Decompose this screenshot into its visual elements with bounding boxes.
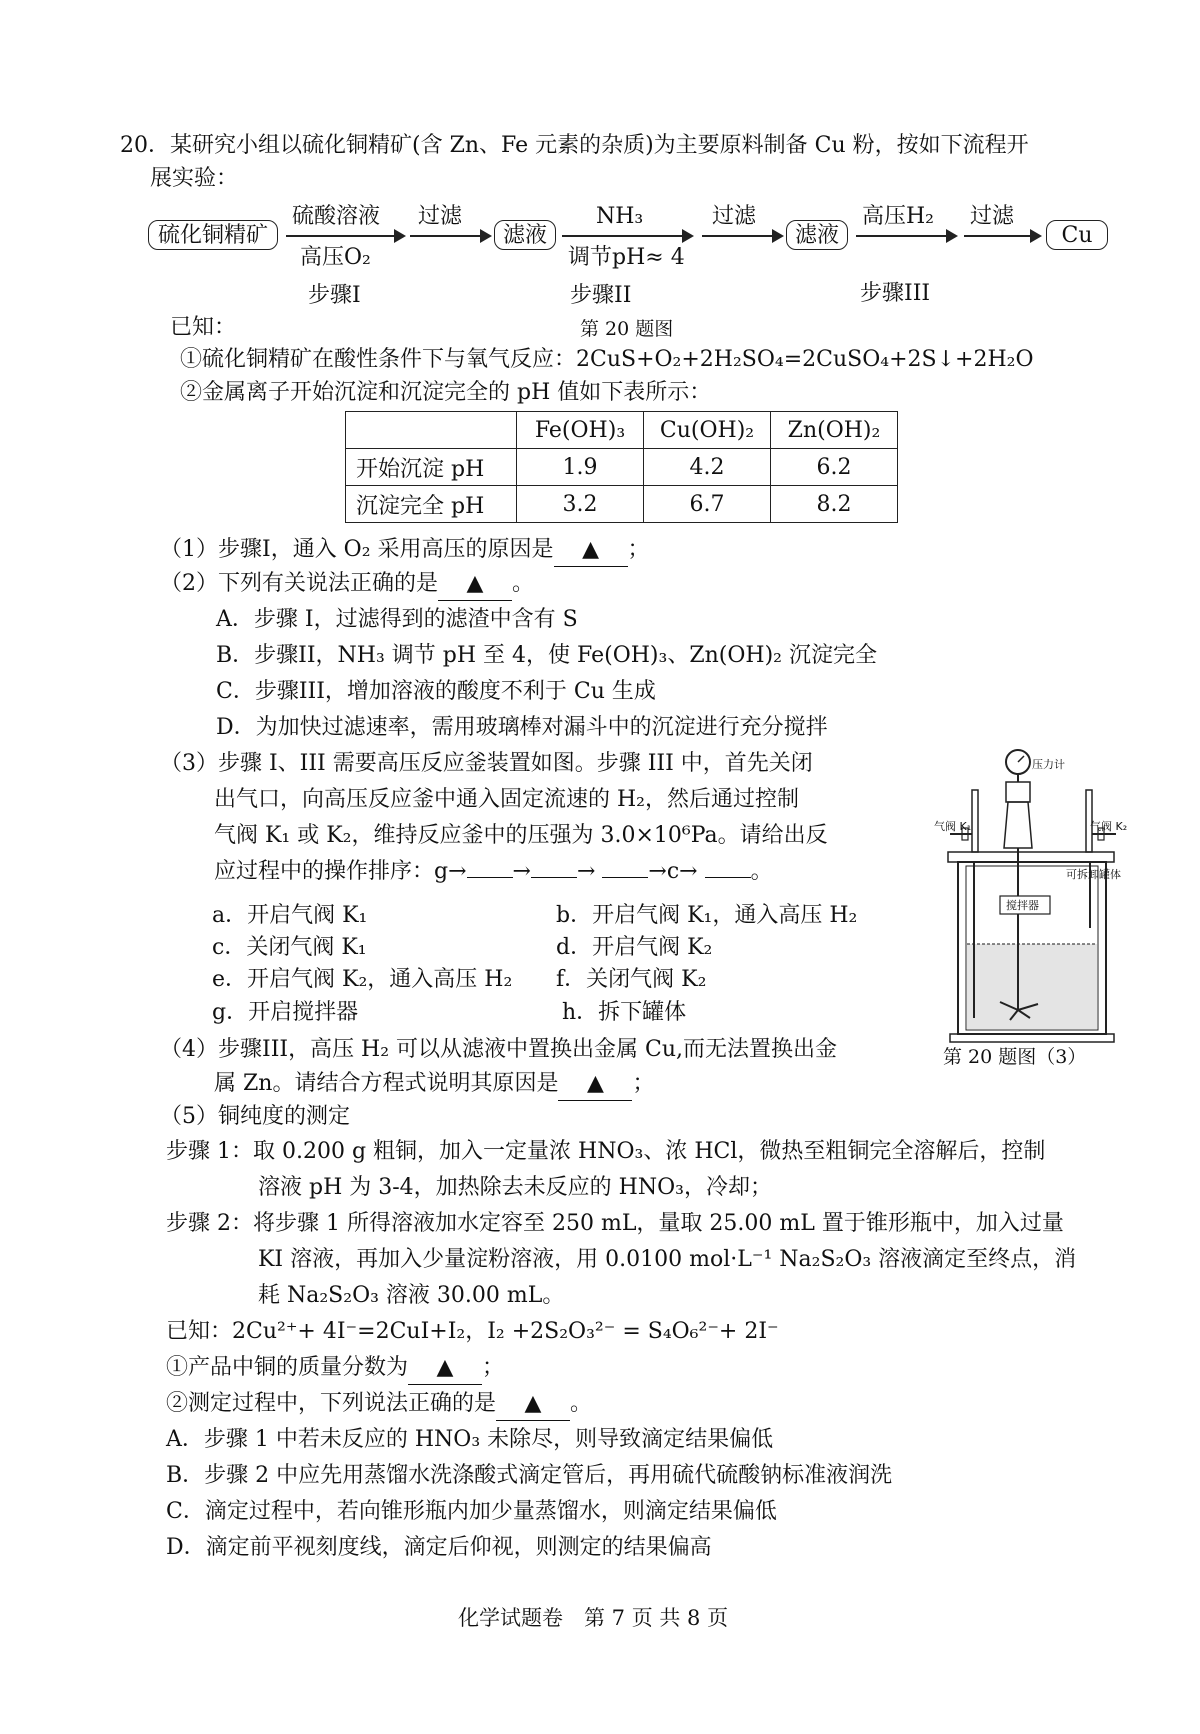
q5-part-1-text: ①产品中铜的质量分数为 bbox=[166, 1355, 409, 1380]
table-row-label: 开始沉淀 pH bbox=[346, 449, 517, 486]
answer-blank[interactable]: ▲ bbox=[496, 1388, 570, 1421]
q5-known: 已知：2Cu²⁺+ 4I⁻=2CuI+I₂，I₂ +2S₂O₃²⁻ = S₄O₆²⁻+ 2I⁻ bbox=[166, 1319, 779, 1344]
table-cell: 3.2 bbox=[517, 486, 644, 523]
flow-box-ore: 硫化铜精矿 bbox=[148, 220, 278, 250]
option-c: c．关闭气阀 K₁ bbox=[212, 935, 367, 960]
sequence-blank-1[interactable] bbox=[467, 877, 513, 878]
flow-label-acid: 硫酸溶液 bbox=[292, 204, 381, 229]
valve-k2-label: 气阀 K₂ bbox=[1090, 820, 1128, 833]
table-row bbox=[346, 449, 898, 486]
table-header-row bbox=[346, 412, 898, 449]
q5-option-d: D．滴定前平视刻度线，滴定后仰视，则测定的结果偏高 bbox=[166, 1535, 712, 1560]
flow-arrow-5 bbox=[856, 235, 956, 237]
flow-box-filtrate-2: 滤液 bbox=[786, 220, 848, 250]
flow-arrow-3 bbox=[562, 235, 692, 237]
ph-table bbox=[345, 411, 898, 523]
flow-label-nh3: NH₃ bbox=[596, 204, 644, 229]
question-3-seq-start: 应过程中的操作排序：g→ bbox=[214, 859, 467, 884]
question-3-line4 bbox=[214, 856, 773, 888]
question-3-line2: 出气口，向高压反应釜中通入固定流速的 H₂，然后通过控制 bbox=[214, 787, 799, 812]
question-4-line2 bbox=[214, 1068, 654, 1101]
flow-label-filter-3: 过滤 bbox=[970, 204, 1015, 229]
flow-arrow-6 bbox=[964, 235, 1040, 237]
flow-label-o2: 高压O₂ bbox=[300, 245, 371, 270]
question-3-seq-c: →c→ bbox=[648, 859, 698, 884]
table-cell: 6.2 bbox=[771, 449, 898, 486]
table-row-label: 沉淀完全 pH bbox=[346, 486, 517, 523]
autoclave-figure bbox=[934, 748, 1140, 1048]
question-2-text: （2）下列有关说法正确的是 bbox=[160, 571, 438, 596]
q5-option-c: C．滴定过程中，若向锥形瓶内加少量蒸馏水，则滴定结果偏低 bbox=[166, 1499, 777, 1524]
q5-option-b: B．步骤 2 中应先用蒸馏水洗涤酸式滴定管后，再用硫代硫酸钠标准液润洗 bbox=[166, 1463, 893, 1488]
table-row bbox=[346, 486, 898, 523]
q5-part-1-end: ； bbox=[482, 1355, 505, 1380]
question-2-option-a: A．步骤 I，过滤得到的滤渣中含有 S bbox=[216, 607, 578, 632]
sequence-blank-2[interactable] bbox=[531, 877, 577, 878]
table-header: Cu(OH)₂ bbox=[644, 412, 771, 449]
table-header: Fe(OH)₃ bbox=[517, 412, 644, 449]
option-e: e．开启气阀 K₂，通入高压 H₂ bbox=[212, 967, 513, 992]
stirrer-label: 搅拌器 bbox=[1006, 899, 1039, 912]
option-a: a．开启气阀 K₁ bbox=[212, 903, 368, 928]
table-cell: 1.9 bbox=[517, 449, 644, 486]
table-cell: 4.2 bbox=[644, 449, 771, 486]
option-d: d．开启气阀 K₂ bbox=[556, 935, 713, 960]
answer-blank[interactable]: ▲ bbox=[558, 1068, 632, 1101]
flow-caption: 第 20 题图 bbox=[580, 318, 674, 340]
flow-label-h2: 高压H₂ bbox=[862, 204, 935, 229]
question-2 bbox=[160, 568, 534, 601]
table-cell: 6.7 bbox=[644, 486, 771, 523]
sequence-blank-4[interactable] bbox=[705, 877, 751, 878]
flow-arrow-2 bbox=[410, 235, 490, 237]
apparatus-caption: 第 20 题图（3） bbox=[943, 1046, 1087, 1068]
answer-blank[interactable]: ▲ bbox=[438, 568, 512, 601]
option-f: f．关闭气阀 K₂ bbox=[556, 967, 707, 992]
answer-blank[interactable]: ▲ bbox=[554, 534, 628, 567]
question-20-line2: 展实验： bbox=[150, 166, 239, 191]
question-4-end: ； bbox=[632, 1071, 655, 1096]
sequence-arrow: → bbox=[576, 859, 596, 884]
question-4-text: 属 Zn。请结合方程式说明其原因是 bbox=[214, 1071, 559, 1096]
question-4-line1: （4）步骤III，高压 H₂ 可以从滤液中置换出金属 Cu,而无法置换出金 bbox=[160, 1037, 838, 1062]
q5-part-2-end: 。 bbox=[570, 1391, 593, 1416]
flow-box-cu: Cu bbox=[1046, 220, 1108, 250]
question-3-seq-end: 。 bbox=[750, 859, 773, 884]
flow-box-filtrate-1: 滤液 bbox=[494, 220, 556, 250]
gauge-label: 压力计 bbox=[1032, 758, 1065, 771]
q5-part-2-text: ②测定过程中，下列说法正确的是 bbox=[166, 1391, 497, 1416]
question-1 bbox=[160, 534, 650, 567]
flow-step-3: 步骤III bbox=[860, 281, 931, 306]
question-1-text: （1）步骤I，通入 O₂ 采用高压的原因是 bbox=[160, 537, 554, 562]
table-header: Zn(OH)₂ bbox=[771, 412, 898, 449]
step-1-line2: 溶液 pH 为 3-4，加热除去未反应的 HNO₃，冷却； bbox=[258, 1175, 772, 1200]
known-title: 已知： bbox=[170, 315, 237, 340]
flow-label-ph: 调节pH≈ 4 bbox=[568, 245, 685, 270]
known-2: ②金属离子开始沉淀和沉淀完全的 pH 值如下表所示： bbox=[180, 380, 712, 405]
question-1-end: ； bbox=[627, 537, 650, 562]
valve-k1-label: 气阀 K₁ bbox=[934, 820, 972, 833]
table-corner bbox=[346, 412, 517, 449]
option-h: h．拆下罐体 bbox=[562, 1000, 687, 1025]
answer-blank[interactable]: ▲ bbox=[408, 1352, 482, 1385]
step-1-line1: 步骤 1：取 0.200 g 粗铜，加入一定量浓 HNO₃、浓 HCl，微热至粗铜完全溶解后，控制 bbox=[166, 1139, 1046, 1164]
flow-arrow-4 bbox=[702, 235, 782, 237]
question-2-option-c: C．步骤III，增加溶液的酸度不利于 Cu 生成 bbox=[216, 679, 656, 704]
question-3-line1: （3）步骤 I、III 需要高压反应釜装置如图。步骤 III 中，首先关闭 bbox=[160, 751, 813, 776]
q5-option-a: A．步骤 1 中若未反应的 HNO₃ 未除尽，则导致滴定结果偏低 bbox=[166, 1427, 774, 1452]
step-2-line2: KI 溶液，再加入少量淀粉溶液，用 0.0100 mol·L⁻¹ Na₂S₂O₃ 溶液滴定至终点，消 bbox=[258, 1247, 1077, 1272]
flow-step-1: 步骤I bbox=[308, 283, 361, 308]
step-2-line3: 耗 Na₂S₂O₃ 溶液 30.00 mL。 bbox=[258, 1283, 565, 1308]
step-2-line1: 步骤 2：将步骤 1 所得溶液加水定容至 250 mL，量取 25.00 mL 置于锥形瓶中，加入过量 bbox=[166, 1211, 1064, 1236]
tank-label: 可拆卸罐体 bbox=[1066, 868, 1121, 881]
table-cell: 8.2 bbox=[771, 486, 898, 523]
sequence-blank-3[interactable] bbox=[602, 877, 648, 878]
question-5-title: （5）铜纯度的测定 bbox=[160, 1104, 350, 1129]
question-2-end: 。 bbox=[512, 571, 535, 596]
page-footer: 化学试题卷 第 7 页 共 8 页 bbox=[458, 1606, 729, 1630]
known-1: ①硫化铜精矿在酸性条件下与氧气反应：2CuS+O₂+2H₂SO₄=2CuSO₄+2S↓+2H₂O bbox=[180, 347, 1034, 372]
flow-step-2: 步骤II bbox=[570, 283, 632, 308]
q5-part-2 bbox=[166, 1388, 592, 1421]
option-g: g．开启搅拌器 bbox=[212, 1000, 359, 1025]
question-20-line1: 20．某研究小组以硫化铜精矿(含 Zn、Fe 元素的杂质)为主要原料制备 Cu 粉，按如下流程开 bbox=[120, 133, 1029, 158]
flow-label-filter-1: 过滤 bbox=[418, 204, 463, 229]
flow-label-filter-2: 过滤 bbox=[712, 204, 757, 229]
option-b: b．开启气阀 K₁，通入高压 H₂ bbox=[556, 903, 858, 928]
flow-arrow-1 bbox=[286, 235, 404, 237]
question-3-line3: 气阀 K₁ 或 K₂，维持反应釜中的压强为 3.0×10⁶Pa。请给出反 bbox=[214, 823, 828, 848]
sequence-arrow: → bbox=[512, 859, 531, 884]
q5-part-1 bbox=[166, 1352, 504, 1385]
question-2-option-b: B．步骤II，NH₃ 调节 pH 至 4，使 Fe(OH)₃、Zn(OH)₂ 沉淀完全 bbox=[216, 643, 877, 668]
question-2-option-d: D．为加快过滤速率，需用玻璃棒对漏斗中的沉淀进行充分搅拌 bbox=[216, 715, 828, 740]
